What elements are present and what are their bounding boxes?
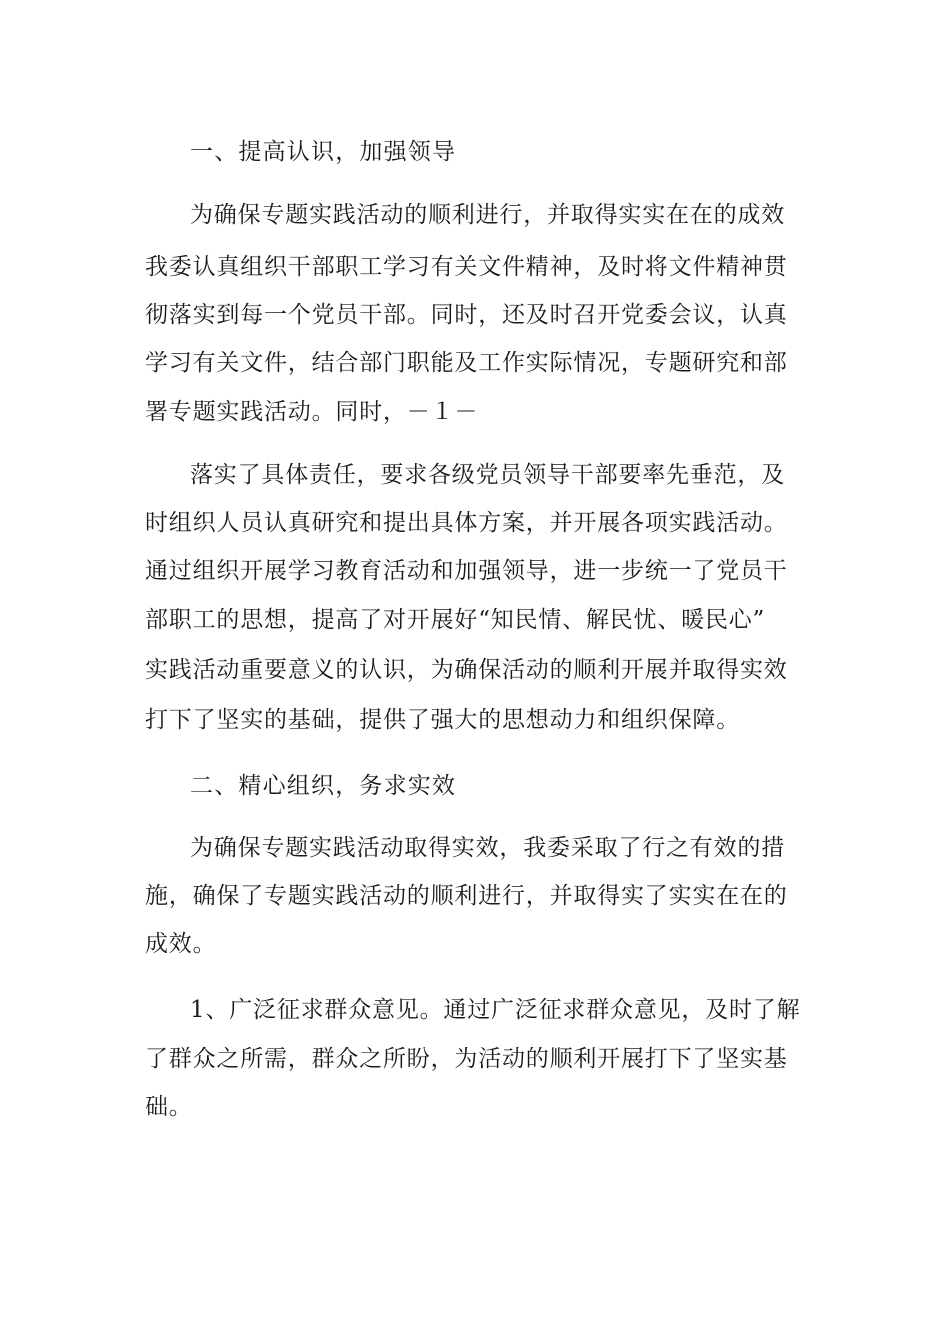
paragraph-4-line-1: 1、广泛征求群众意见。通过广泛征求群众意见，及时了解 bbox=[190, 997, 801, 1023]
paragraph-4-line-2: 了群众之所需，群众之所盼，为活动的顺利开展打下了坚实基 bbox=[145, 1046, 788, 1072]
paragraph-2-line-2: 时组织人员认真研究和提出具体方案，并开展各项实践活动。 bbox=[145, 510, 788, 536]
section-heading-1: 一、提高认识，加强领导 bbox=[190, 139, 457, 165]
paragraph-1-line-3: 彻落实到每一个党员干部。同时，还及时召开党委会议，认真 bbox=[145, 302, 788, 328]
paragraph-1-line-1: 为确保专题实践活动的顺利进行，并取得实实在在的成效 bbox=[190, 202, 785, 228]
paragraph-2-line-6: 打下了坚实的基础，提供了强大的思想动力和组织保障。 bbox=[145, 707, 740, 733]
paragraph-1-line-2: 我委认真组织干部职工学习有关文件精神，及时将文件精神贯 bbox=[145, 254, 788, 280]
paragraph-2-line-3: 通过组织开展学习教育活动和加强领导，进一步统一了党员干 bbox=[145, 558, 788, 584]
paragraph-3-line-2: 施，确保了专题实践活动的顺利进行，并取得实了实实在在的 bbox=[145, 883, 788, 909]
paragraph-2-line-1: 落实了具体责任，要求各级党员领导干部要率先垂范，及 bbox=[190, 462, 785, 488]
paragraph-3-line-3: 成效。 bbox=[145, 931, 217, 957]
paragraph-2-line-4: 部职工的思想，提高了对开展好“知民情、解民忧、暖民心” bbox=[145, 607, 766, 633]
paragraph-1-line-4: 学习有关文件，结合部门职能及工作实际情况，专题研究和部 bbox=[145, 350, 788, 376]
paragraph-3-line-1: 为确保专题实践活动取得实效，我委采取了行之有效的措 bbox=[190, 835, 785, 861]
paragraph-2-line-5: 实践活动重要意义的认识，为确保活动的顺利开展并取得实效 bbox=[145, 657, 788, 683]
section-heading-2: 二、精心组织，务求实效 bbox=[190, 773, 457, 799]
paragraph-4-line-3: 础。 bbox=[145, 1094, 193, 1120]
paragraph-1-line-5: 署专题实践活动。同时，－１－ bbox=[145, 399, 479, 425]
